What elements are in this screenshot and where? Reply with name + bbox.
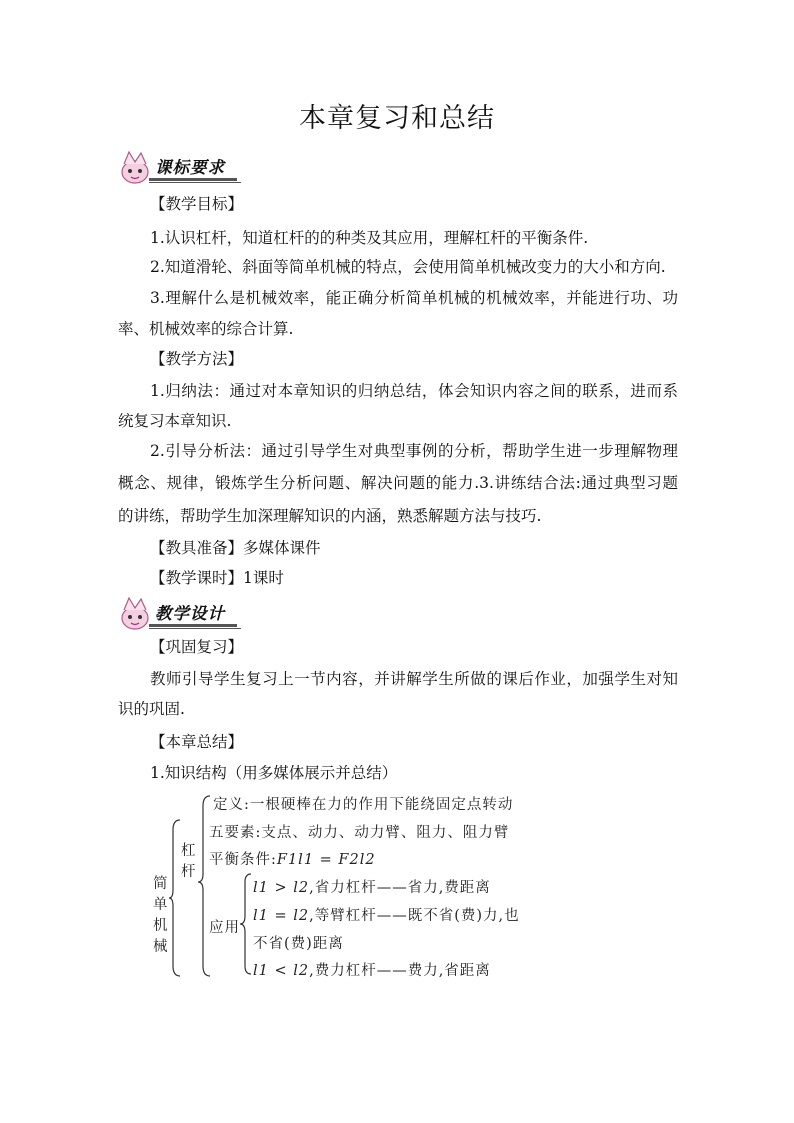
goal-item: 3.理解什么是机械效率，能正确分析简单机械的机械效率，并能进行功、功 bbox=[150, 289, 678, 307]
balance-formula: F1l1 = F2l2 bbox=[276, 852, 376, 868]
application-brace bbox=[239, 872, 253, 976]
application-row bbox=[253, 904, 520, 925]
summary-item: 1.知识结构（用多媒体展示并总结） bbox=[150, 764, 398, 782]
application-text: ,省力杠杆——省力,费距离 bbox=[309, 880, 491, 896]
page-title: 本章复习和总结 bbox=[299, 103, 495, 134]
application-row bbox=[253, 959, 491, 980]
lever-label bbox=[181, 841, 196, 883]
prep-line: 【教具准备】多媒体课件 bbox=[150, 539, 321, 557]
divider bbox=[149, 182, 241, 183]
summary-heading: 【本章总结】 bbox=[150, 733, 244, 751]
condition: l1 > l2 bbox=[253, 880, 310, 896]
divider bbox=[149, 624, 237, 627]
review-text: 教师引导学生复习上一节内容，并讲解学生所做的课后作业，加强学生对知 bbox=[150, 670, 678, 688]
balance-condition bbox=[209, 848, 376, 869]
root-char: 简 bbox=[153, 876, 168, 892]
root-char: 械 bbox=[153, 939, 168, 955]
application-row bbox=[253, 876, 491, 897]
methods-heading: 【教学方法】 bbox=[150, 350, 244, 368]
goal-item-cont: 率、机械效率的综合计算. bbox=[118, 320, 294, 338]
section-banner-sheji bbox=[115, 596, 240, 632]
root-char: 机 bbox=[153, 918, 168, 934]
method-item: 2.引导分析法：通过引导学生对典型事例的分析，帮助学生进一步理解物理 bbox=[150, 442, 678, 460]
hours-line: 【教学课时】1课时 bbox=[150, 569, 284, 587]
application-label: 应用 bbox=[209, 920, 240, 936]
condition: l1 < l2 bbox=[253, 963, 310, 979]
section-label: 教学设计 bbox=[155, 604, 225, 623]
lever-char: 杆 bbox=[181, 864, 196, 880]
application-text: ,费力杠杆——费力,省距离 bbox=[309, 963, 491, 979]
divider bbox=[149, 628, 241, 629]
review-text-cont: 识的巩固. bbox=[118, 700, 185, 718]
lever-char: 杠 bbox=[181, 843, 196, 859]
five-elements-text: 五要素:支点、动力、动力臂、阻力、阻力臂 bbox=[209, 825, 510, 841]
goal-item: 2.知道滑轮、斜面等简单机械的特点，会使用简单机械改变力的大小和方向. bbox=[150, 258, 666, 276]
application-row-cont: 不省(费)距离 bbox=[253, 936, 344, 952]
balance-label: 平衡条件: bbox=[209, 852, 277, 868]
section-banner-kebiao bbox=[115, 150, 240, 186]
review-heading: 【巩固复习】 bbox=[150, 638, 244, 656]
goal-item: 1.认识杠杆，知道杠杆的的种类及其应用，理解杠杆的平衡条件. bbox=[150, 229, 589, 247]
definition-text: 定义:一根硬棒在力的作用下能绕固定点转动 bbox=[213, 797, 514, 813]
goals-heading: 【教学目标】 bbox=[150, 195, 244, 213]
knowledge-structure-diagram bbox=[145, 786, 545, 986]
method-item: 1.归纳法：通过对本章知识的归纳总结，体会知识内容之间的联系，进而系 bbox=[150, 382, 678, 400]
section-label: 课标要求 bbox=[155, 158, 225, 177]
method-item-cont: 的讲练，帮助学生加深理解知识的内涵，熟悉解题方法与技巧. bbox=[118, 507, 542, 525]
method-item-cont: 统复习本章知识. bbox=[118, 412, 232, 430]
method-item-cont: 概念、规律，锻炼学生分析问题、解决问题的能力.3.讲练结合法:通过典型习题 bbox=[118, 474, 678, 492]
condition: l1 = l2 bbox=[253, 908, 310, 924]
application-text: ,等臂杠杆——既不省(费)力,也 bbox=[309, 908, 520, 924]
root-label bbox=[153, 874, 168, 958]
root-char: 单 bbox=[153, 897, 168, 913]
divider bbox=[149, 178, 237, 181]
